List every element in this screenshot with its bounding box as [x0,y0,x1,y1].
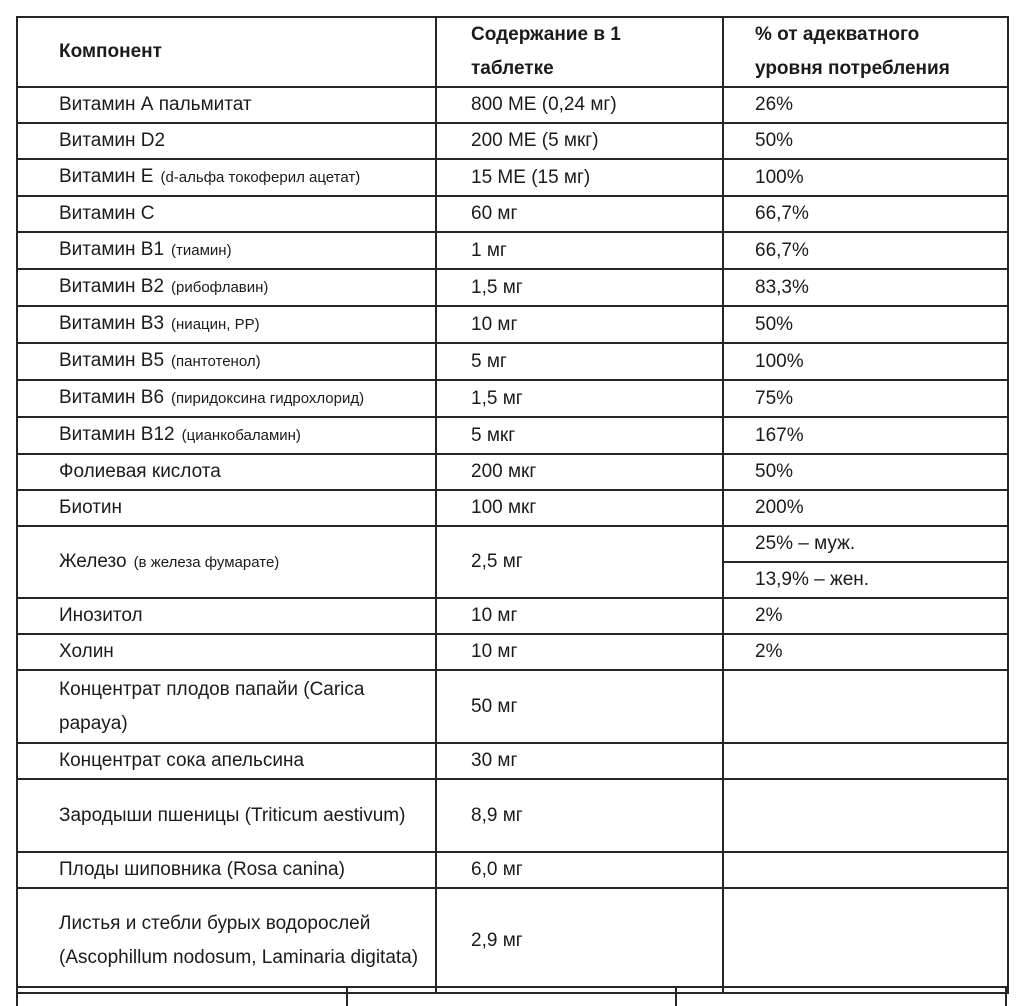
table-row [17,598,1008,634]
component-cell [17,196,436,232]
amount-cell: 1,5 мг [436,380,723,417]
table-row [17,490,1008,526]
percent-cell: 50% [723,123,1008,159]
table-row [17,380,1008,417]
header-content-line2: таблетке [471,58,554,79]
percent-cell: 50% [723,306,1008,343]
component-name: Листья и стебли бурых водорослей (Ascophillum nodosum, Laminaria digitata) [59,912,419,968]
component-name: Концентрат плодов папайи (Carica papaya) [59,678,365,734]
component-name: Витамин В12 [59,424,175,445]
component-cell [17,490,436,526]
component-name: Витамин С [59,203,155,224]
percent-cell [723,852,1008,888]
percent-cell-female: 13,9% – жен. [723,562,1008,598]
component-name: Витамин А пальмитат [59,94,252,115]
percent-cell: 83,3% [723,269,1008,306]
component-cell [17,232,436,269]
percent-cell: 100% [723,159,1008,196]
component-cell [17,634,436,670]
partial-row [17,987,1006,1006]
component-cell [17,526,436,598]
percent-cell-male: 25% – муж. [723,526,1008,562]
percent-cell: 167% [723,417,1008,454]
header-content-line1: Содержание в 1 [471,24,621,45]
table-row [17,634,1008,670]
component-cell [17,417,436,454]
percent-cell: 75% [723,380,1008,417]
percent-cell: 66,7% [723,232,1008,269]
percent-cell [723,888,1008,993]
component-note: (рибофлавин) [171,279,269,296]
table-row [17,269,1008,306]
amount-cell: 200 МЕ (5 мкг) [436,123,723,159]
component-cell [17,670,436,743]
amount-cell: 2,9 мг [436,888,723,993]
component-name: Концентрат сока апельсина [59,750,305,771]
header-percent [723,17,1008,87]
percent-cell: 2% [723,598,1008,634]
component-cell [17,852,436,888]
component-name: Витамин D2 [59,130,166,151]
table-row [17,779,1008,852]
component-note: (пиридоксина гидрохлорид) [171,390,365,407]
percent-cell: 50% [723,454,1008,490]
component-name: Плоды шиповника (Rosa canina) [59,859,345,880]
partial-cell [347,987,677,1006]
amount-cell: 2,5 мг [436,526,723,598]
next-table-row-partial [16,986,1007,1006]
component-note: (цианкобаламин) [181,427,301,444]
amount-cell: 6,0 мг [436,852,723,888]
component-cell [17,380,436,417]
percent-cell [723,743,1008,779]
component-name: Зародыши пшеницы (Triticum aestivum) [59,804,406,826]
percent-cell: 66,7% [723,196,1008,232]
component-cell [17,343,436,380]
amount-cell: 50 мг [436,670,723,743]
amount-cell: 1 мг [436,232,723,269]
table-row [17,306,1008,343]
amount-cell: 100 мкг [436,490,723,526]
table-row [17,232,1008,269]
amount-cell: 15 МЕ (15 мг) [436,159,723,196]
percent-cell: 2% [723,634,1008,670]
header-component-label: Компонент [59,41,162,62]
percent-cell: 100% [723,343,1008,380]
component-cell [17,454,436,490]
header-component [17,17,436,87]
component-name: Витамин В2 [59,276,165,297]
table-row [17,87,1008,123]
amount-cell: 200 мкг [436,454,723,490]
component-cell [17,269,436,306]
amount-cell: 60 мг [436,196,723,232]
component-name: Витамин Е [59,166,154,187]
table-row [17,417,1008,454]
component-note: (d-альфа токоферил ацетат) [160,169,361,186]
amount-cell: 8,9 мг [436,779,723,852]
table-row [17,454,1008,490]
component-name: Фолиевая кислота [59,461,221,482]
amount-cell: 10 мг [436,598,723,634]
table-row-iron [17,526,1008,562]
amount-cell: 10 мг [436,634,723,670]
component-note: (в железа фумарате) [133,553,280,571]
component-note: (пантотенол) [171,353,261,370]
component-cell [17,779,436,852]
amount-cell: 5 мг [436,343,723,380]
header-content [436,17,723,87]
component-note: (ниацин, РР) [171,316,260,333]
table-row [17,888,1008,993]
table-row [17,343,1008,380]
table-row [17,670,1008,743]
component-name: Железо [59,550,127,572]
component-name: Биотин [59,497,123,518]
amount-cell: 800 МЕ (0,24 мг) [436,87,723,123]
component-name: Витамин В3 [59,313,165,334]
amount-cell: 1,5 мг [436,269,723,306]
table-row [17,196,1008,232]
component-name: Витамин В5 [59,350,165,371]
component-name: Инозитол [59,605,143,626]
component-cell [17,87,436,123]
amount-cell: 10 мг [436,306,723,343]
component-cell [17,306,436,343]
percent-cell [723,670,1008,743]
amount-cell: 30 мг [436,743,723,779]
table-row [17,159,1008,196]
nutrition-table [16,16,1009,994]
percent-cell: 200% [723,490,1008,526]
component-cell [17,888,436,993]
table-row [17,123,1008,159]
component-name: Витамин В6 [59,387,165,408]
component-name: Витамин В1 [59,239,165,260]
table-header-row [17,17,1008,87]
component-cell [17,123,436,159]
amount-cell: 5 мкг [436,417,723,454]
percent-cell: 26% [723,87,1008,123]
component-cell [17,743,436,779]
header-percent-line1: % от адекватного [755,24,920,45]
percent-cell [723,779,1008,852]
table-row [17,743,1008,779]
component-name: Холин [59,641,114,662]
header-percent-line2: уровня потребления [755,58,950,79]
table-row [17,852,1008,888]
partial-cell [17,987,347,1006]
partial-cell [676,987,1006,1006]
component-cell [17,159,436,196]
component-note: (тиамин) [171,242,232,259]
component-cell [17,598,436,634]
